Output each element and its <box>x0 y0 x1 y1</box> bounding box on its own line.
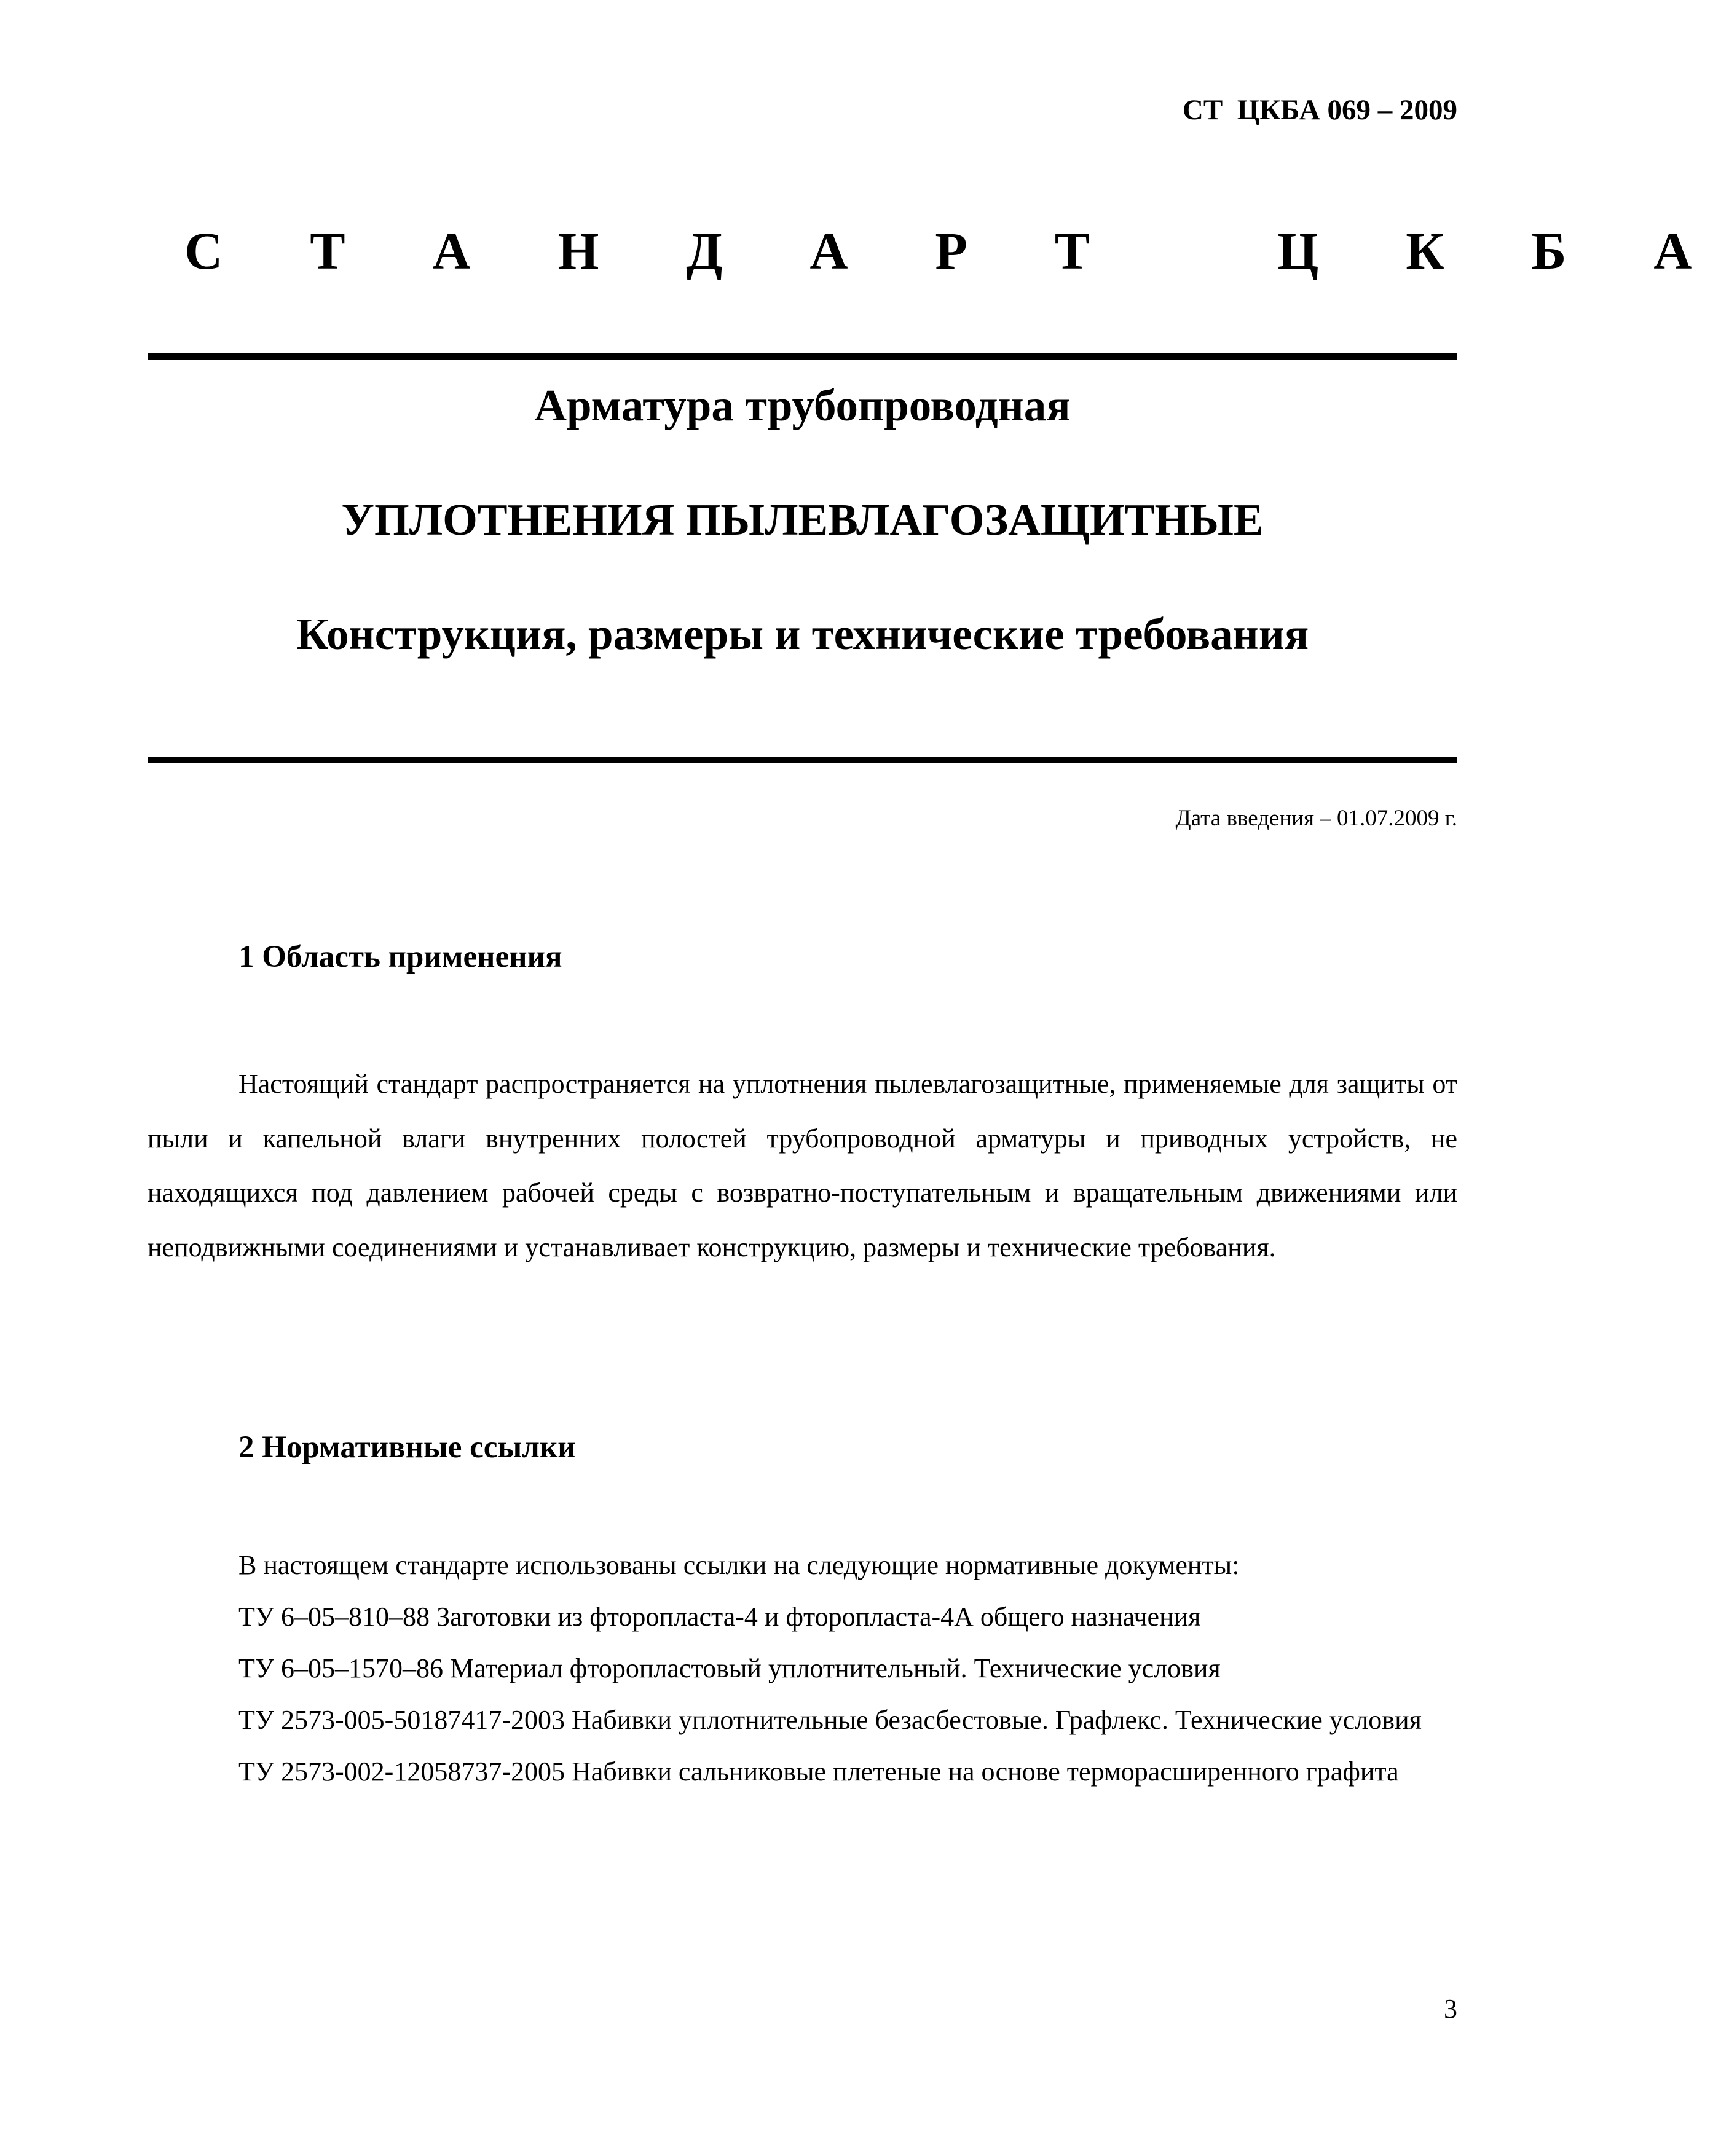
document-title-line-3: Конструкция, размеры и технические требования <box>296 609 1309 659</box>
top-divider <box>148 353 1457 360</box>
normative-references-list <box>148 1540 1457 1798</box>
reference-item: ТУ 2573-005-50187417-2003 Набивки уплотнительные безасбестовые. Графлекс. Технические условия <box>238 1705 1422 1735</box>
document-code: СТ ЦКБА 069 – 2009 <box>1182 94 1457 126</box>
reference-item: ТУ 6–05–810–88 Заготовки из фторопласта-4 и фторопласта-4А общего назначения <box>238 1602 1201 1632</box>
section-heading-normative-references: 2 Нормативные ссылки <box>238 1430 576 1465</box>
reference-item: ТУ 6–05–1570–86 Материал фторопластовый уплотнительный. Технические условия <box>238 1653 1221 1683</box>
bottom-divider <box>148 757 1457 763</box>
introduction-date: Дата введения – 01.07.2009 г. <box>1175 806 1457 831</box>
document-title-line-1: Арматура трубопроводная <box>534 380 1071 430</box>
page-number: 3 <box>1444 1994 1457 2024</box>
references-intro: В настоящем стандарте использованы ссылки на следующие нормативные документы: <box>238 1550 1240 1580</box>
scope-paragraph: Настоящий стандарт распространяется на уплотнения пылевлагозащитные, применяемые для защиты от пыли и капельной влаги внутренних полостей трубопроводной арматуры и приводных устройств, не находящихся под давлением рабочей среды с возвратно-поступательным и вращательным движениями или неподвижными соединениями и устанавливает конструкцию, размеры и технические требования. <box>148 1069 1457 1262</box>
reference-item: ТУ 2573-002-12058737-2005 Набивки сальниковые плетеные на основе терморасширенного графита <box>238 1757 1399 1787</box>
section-heading-scope: 1 Область применения <box>238 940 562 974</box>
document-title-line-2: УПЛОТНЕНИЯ ПЫЛЕВЛАГОЗАЩИТНЫЕ <box>341 495 1264 545</box>
standard-title: С Т А Н Д А Р Т Ц К Б А <box>184 221 1729 280</box>
